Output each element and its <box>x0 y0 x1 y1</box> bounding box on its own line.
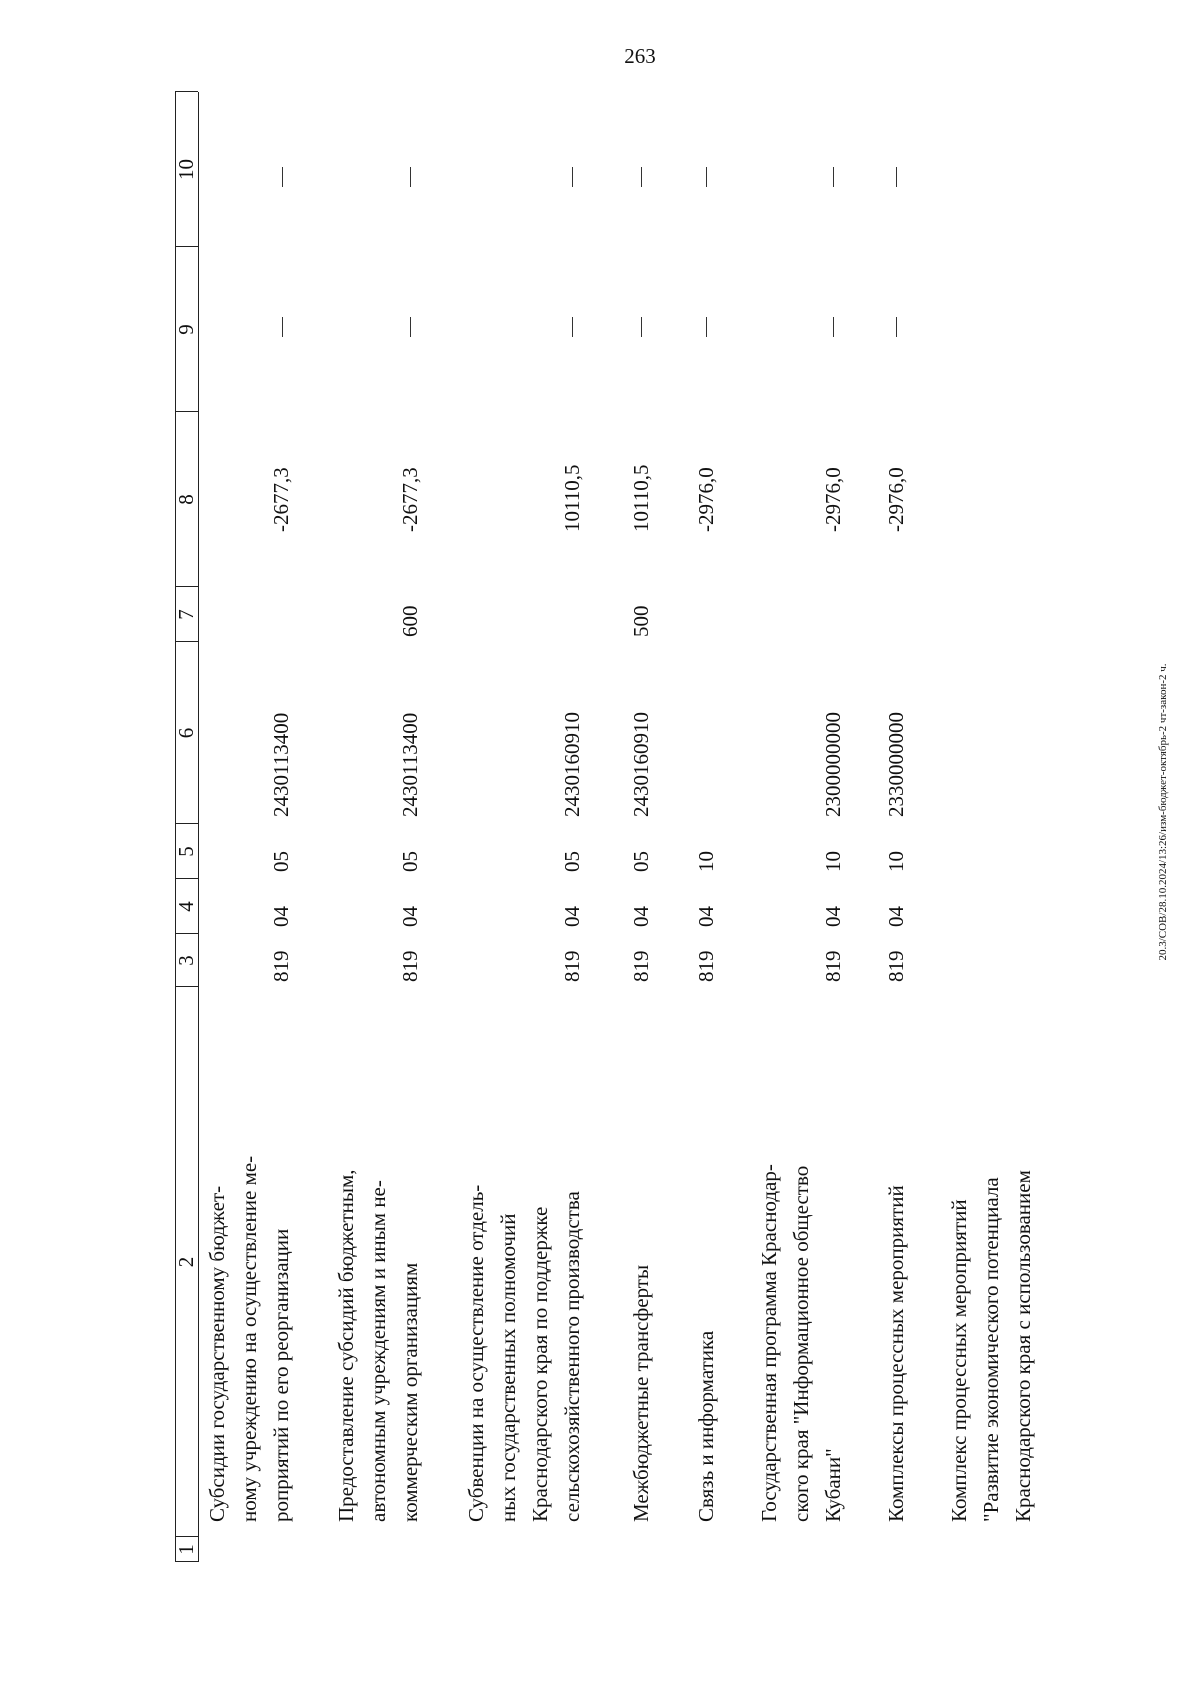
cell-c3: 819 <box>398 950 422 982</box>
rotated-table <box>175 2 1200 1562</box>
column-header: 4 <box>174 901 198 912</box>
cell-c6: 2430160910 <box>629 712 653 817</box>
cell-c4: 04 <box>560 906 584 927</box>
desc-line: Предоставление субсидий бюджетным, <box>334 1169 358 1522</box>
row-description <box>690 1132 722 1522</box>
desc-line: ского края "Информационное общество <box>789 1165 813 1522</box>
desc-line: "Развитие экономического потенциала <box>979 1177 1003 1522</box>
cell-c5: 05 <box>629 851 653 872</box>
cell-c7: 500 <box>629 605 653 637</box>
cell-c6: 2330000000 <box>884 712 908 817</box>
cell-c5: 05 <box>269 851 293 872</box>
desc-line: Государственная программа Краснодар- <box>757 1164 781 1522</box>
column-header: 6 <box>174 727 198 739</box>
cell-c5: 10 <box>884 851 908 872</box>
desc-line: роприятий по его реорганизации <box>269 1228 293 1522</box>
desc-line: ному учреждению на осуществление ме- <box>237 1155 261 1522</box>
cell-c8: -2976,0 <box>884 467 908 532</box>
cell-c8: -2677,3 <box>398 467 422 532</box>
dash-c9 <box>896 317 897 337</box>
desc-line: Связь и информатика <box>694 1330 718 1522</box>
dash-c10 <box>641 167 642 187</box>
dash-c9 <box>282 317 283 337</box>
cell-c4: 04 <box>269 906 293 927</box>
dash-c10 <box>410 167 411 187</box>
row-description <box>330 1132 426 1522</box>
row-description <box>625 1132 657 1522</box>
desc-line: Комплекс процессных мероприятий <box>947 1199 971 1522</box>
cell-c8: -2976,0 <box>694 467 718 532</box>
cell-c3: 819 <box>821 950 845 982</box>
desc-line: Краснодарского края по поддержке <box>528 1206 552 1522</box>
cell-c6: 2300000000 <box>821 712 845 817</box>
desc-line: автономным учреждениям и иным не- <box>366 1180 390 1522</box>
dash-c10 <box>896 167 897 187</box>
row-description <box>201 1132 297 1522</box>
column-header: 7 <box>174 609 198 620</box>
cell-c8: 10110,5 <box>560 464 584 532</box>
dash-c9 <box>641 317 642 337</box>
cell-c3: 819 <box>269 950 293 982</box>
desc-line: Комплексы процессных мероприятий <box>884 1185 908 1522</box>
header-bottom-line <box>198 92 199 1562</box>
row-description <box>753 1132 849 1522</box>
cell-c6: 2430113400 <box>269 712 293 817</box>
desc-line: Кубани" <box>821 1448 845 1522</box>
cell-c4: 04 <box>821 906 845 927</box>
desc-line: Субвенции на осуществление отдель- <box>464 1184 488 1522</box>
column-header: 9 <box>174 324 198 335</box>
cell-c3: 819 <box>629 950 653 982</box>
cell-c8: -2677,3 <box>269 467 293 532</box>
dash-c9 <box>706 317 707 337</box>
cell-c5: 10 <box>821 851 845 872</box>
row-description <box>943 1132 1039 1522</box>
column-header: 8 <box>174 494 198 505</box>
cell-c8: 10110,5 <box>629 464 653 532</box>
cell-c4: 04 <box>398 906 422 927</box>
cell-c5: 05 <box>398 851 422 872</box>
cell-c7: 600 <box>398 605 422 637</box>
cell-c6: 2430113400 <box>398 712 422 817</box>
desc-line: коммерческим организациям <box>398 1262 422 1522</box>
cell-c4: 04 <box>694 906 718 927</box>
dash-c10 <box>833 167 834 187</box>
column-header: 2 <box>174 1256 198 1268</box>
dash-c10 <box>572 167 573 187</box>
dash-c10 <box>706 167 707 187</box>
dash-c9 <box>833 317 834 337</box>
desc-line: сельскохозяйственного производства <box>560 1191 584 1522</box>
cell-c5: 10 <box>694 851 718 872</box>
cell-c5: 05 <box>560 851 584 872</box>
dash-c9 <box>410 317 411 337</box>
cell-c4: 04 <box>629 906 653 927</box>
desc-line: Краснодарского края с использованием <box>1011 1170 1035 1522</box>
footer-file-info: 20.3/СОВ/28.10.2024/13:26/изм-бюджет-октябрь-2 чт-закон-2 ч. <box>1157 663 1169 961</box>
cell-c3: 819 <box>560 950 584 982</box>
row-description <box>460 1132 588 1522</box>
column-header: 5 <box>174 846 198 857</box>
row-description <box>880 1132 912 1522</box>
column-header: 1 <box>174 1544 198 1555</box>
desc-line: ных государственных полномочий <box>496 1213 520 1522</box>
desc-line: Межбюджетные трансферты <box>629 1264 653 1522</box>
cell-c3: 819 <box>694 950 718 982</box>
column-header: 3 <box>174 955 198 966</box>
cell-c6: 2430160910 <box>560 712 584 817</box>
dash-c9 <box>572 317 573 337</box>
desc-line: Субсидии государственному бюджет- <box>205 1185 229 1522</box>
page-number: 263 <box>624 44 656 68</box>
column-header: 10 <box>174 159 198 180</box>
dash-c10 <box>282 167 283 187</box>
cell-c4: 04 <box>884 906 908 927</box>
cell-c8: -2976,0 <box>821 467 845 532</box>
cell-c3: 819 <box>884 950 908 982</box>
